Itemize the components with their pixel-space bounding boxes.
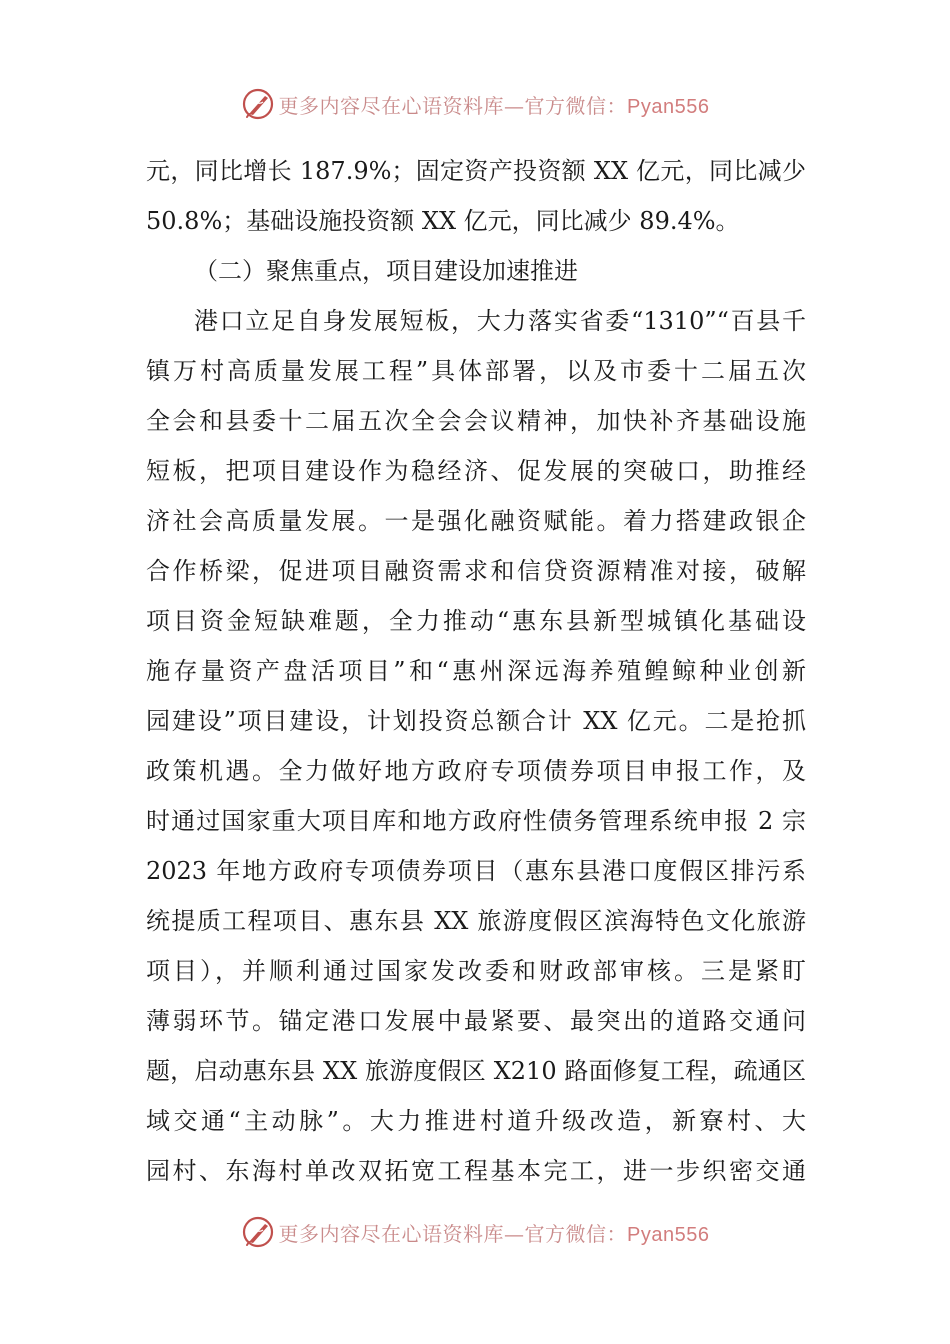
text-line: 项目资金短缺难题，全力推动“惠东县新型城镇化基础设	[146, 607, 806, 635]
text-line: 政策机遇。全力做好地方政府专项债券项目申报工作，及	[146, 757, 806, 785]
header-watermark	[0, 84, 950, 124]
text-line: 时通过国家重大项目库和地方政府性债务管理系统申报 2 宗	[146, 807, 806, 835]
watermark-text: 更多内容尽在心语资料库—官方微信：Pyan556	[278, 93, 710, 118]
text-line: 合作桥梁，促进项目融资需求和信贷资源精准对接，破解	[146, 557, 806, 585]
quill-pen-logo-icon	[241, 87, 275, 121]
text-line: 项目），并顺利通过国家发改委和财政部审核。三是紧盯	[146, 957, 806, 985]
text-line: 统提质工程项目、惠东县 XX 旅游度假区滨海特色文化旅游	[146, 907, 806, 935]
text-line: 施存量资产盘活项目”和“惠州深远海养殖鳇鲸种业创新	[146, 657, 806, 685]
text-line: 园建设”项目建设，计划投资总额合计 XX 亿元。二是抢抓	[146, 707, 806, 735]
text-line: 2023 年地方政府专项债券项目（惠东县港口度假区排污系	[146, 857, 806, 885]
text-line: 50.8%；基础设施投资额 XX 亿元，同比减少 89.4%。	[146, 207, 740, 235]
footer-watermark	[0, 1212, 950, 1252]
text-line: 元，同比增长 187.9%；固定资产投资额 XX 亿元，同比减少	[146, 157, 806, 185]
text-line: 题，启动惠东县 XX 旅游度假区 X210 路面修复工程，疏通区	[146, 1057, 806, 1085]
text-line: 镇万村高质量发展工程”具体部署，以及市委十二届五次	[146, 357, 806, 385]
text-line: 全会和县委十二届五次全会会议精神，加快补齐基础设施	[146, 407, 806, 435]
quill-pen-logo-icon	[241, 1215, 275, 1249]
watermark-text: 更多内容尽在心语资料库—官方微信：Pyan556	[278, 1221, 710, 1246]
text-line: 园村、东海村单改双拓宽工程基本完工，进一步织密交通	[146, 1157, 806, 1185]
text-line: 济社会高质量发展。一是强化融资赋能。着力搭建政银企	[146, 507, 806, 535]
watermark-wechat-id: Pyan556	[627, 1223, 710, 1246]
text-line: 薄弱环节。锚定港口发展中最紧要、最突出的道路交通问	[146, 1007, 806, 1035]
text-line: 港口立足自身发展短板，大力落实省委“1310”“百县千	[194, 307, 806, 335]
watermark-wechat-id: Pyan556	[627, 95, 710, 118]
section-heading: （二）聚焦重点，项目建设加速推进	[194, 257, 578, 285]
document-body	[146, 146, 806, 1196]
text-line: 域交通“主动脉”。大力推进村道升级改造，新寮村、大	[146, 1107, 806, 1135]
text-line: 短板，把项目建设作为稳经济、促发展的突破口，助推经	[146, 457, 806, 485]
